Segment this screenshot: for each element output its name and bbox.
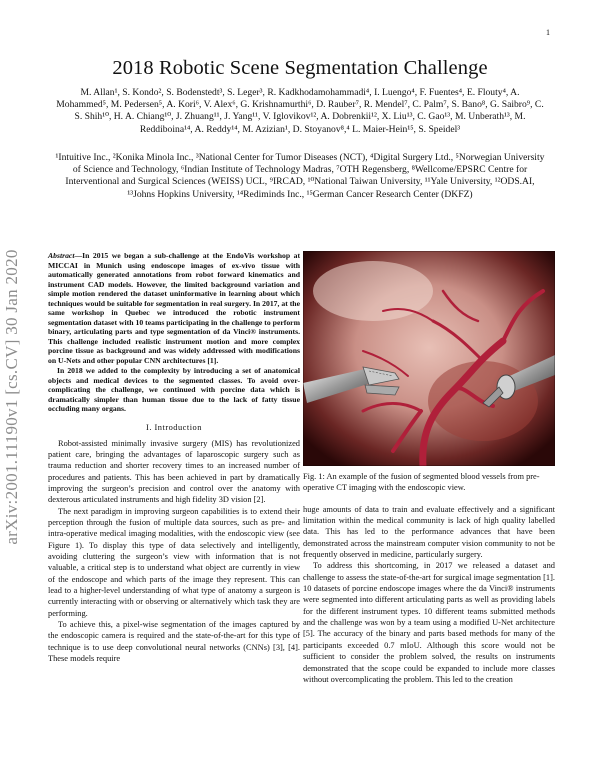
section-heading-introduction: I. Introduction	[146, 422, 202, 432]
body-paragraph-challenge-2017: To address this shortcoming, in 2017 we released a dataset and challenge to assess the state-of-the-art for surgical image segmentation [1]. 10 datasets of porcine endoscope images where the da Vinci® instruments were segmented into different articulating parts as well as providing labels for the different instrument types. 10 different teams submitted methods and the challenge was won by a team using a modified U-Net architecture [5]. The accuracy of the binary and parts based methods for many of the participants exceeded 0.7 mIoU. Although this score would not be sufficient to consider the problem solved, the results on instruments demonstrated that the scope could be expanded to include more classes without overcomplicating the problem. This led to the creation	[303, 561, 555, 684]
paper-title: 2018 Robotic Scene Segmentation Challenge	[112, 57, 488, 79]
arxiv-identifier[interactable]: arXiv:2001.11190v1 [cs.CV] 30 Jan 2020	[2, 249, 21, 545]
abstract-paragraph-1	[48, 251, 300, 365]
right-column-body	[303, 504, 555, 686]
abstract-label: Abstract	[48, 251, 75, 260]
intro-paragraph-1: Robot-assisted minimally invasive surgery (MIS) has revolutionized patient care, bringing the advantages of laparoscopic surgery such as trauma reduction and shorter recovery times to an increased number of procedures and patients. This has been achieved in part by dramatically improving the surgeon’s precision and control over the anatomy with dexterous articulated instruments and high fidelity 3D vision [2].	[48, 438, 300, 505]
abstract-paragraph-2: In 2018 we added to the complexity by introducing a set of anatomical objects and medical devices to the segmented classes. To avoid over-complicating the challenge, we continued with porcine data which is dramatically simpler than human tissue due to the lack of fatty tissue occluding many organs.	[48, 366, 300, 413]
figure-caption: Fig. 1: An example of the fusion of segmented blood vessels from pre-operative CT imaging with the endoscopic view.	[303, 472, 540, 493]
body-paragraph-continued: huge amounts of data to train and evaluate effectively and a significant limitation within the medical community is lack of high quality labelled data. This has led to the performance advances that have been demonstrated across the mainstream computer vision community to not be frequently observed in medicine, particularly surgery.	[303, 504, 555, 560]
left-column	[48, 251, 300, 664]
intro-paragraph-2: The next paradigm in improving surgeon capabilities is to extend their perception through the fusion of multiple data sources, such as pre- and intra-operative medical imaging modalities, with the endoscopic view (see Figure 1). To display this type of data selectively and intelligently, avoiding cluttering the surgeon’s view with information that is not valuable, a critical step is to understand what object are currently in view of the endoscope and which parts of the image they represent. This can lead to a higher-level understanding of what type of anatomy a surgeon is currently interacting with or observing or alternatively which task they are performing.	[48, 506, 300, 618]
right-column	[303, 251, 555, 685]
arxiv-stamp	[1, 232, 23, 562]
surgical-scene-illustration	[303, 251, 555, 466]
affiliation-list: ¹Intuitive Inc., ²Konika Minola Inc., ³National Center for Tumor Diseases (NCT), ⁴Digital Surgery Ltd., ⁵Norwegian University of Science and Technology, ⁶Indian Institute of Technology Madras, ⁷OTH Regensberg, ⁸Wellcome/EPSRC Centre for Interventional and Surgical Sciences (WEISS) UCL, ⁹IRCAD, ¹⁰National Taiwan University, ¹¹Yale University, ¹²ODS.AI, ¹³Johns Hopkins University, ¹⁴Rediminds Inc., ¹⁵German Cancer Research Center (DKFZ)	[55, 152, 545, 200]
figure-endoscopic-image	[303, 251, 555, 466]
page-number: 1	[546, 28, 550, 37]
abstract-text-1: —In 2015 we began a sub-challenge at the EndoVis workshop at MICCAI in Munich using endoscope images of ex-vivo tissue with automatically generated annotations from robot forward kinematics and instrument CAD models. However, the limited background variation and simple motion rendered the dataset uninformative in learning about which techniques would be suitable for segmentation in real surgery. In 2017, at the same workshop in Quebec we introduced the robotic instrument segmentation dataset with 10 teams participating in the challenge to perform binary, articulating parts and type segmentation of da Vinci® instruments. This challenge included realistic instrument motion and more complex porcine tissue as background and was widely addressed with modifications on U-Nets and other popular CNN architectures [1].	[48, 251, 300, 365]
author-list: M. Allan¹, S. Kondo², S. Bodenstedt³, S. Leger³, R. Kadkhodamohammadi⁴, I. Luengo⁴, F. Fuentes⁴, E. Flouty⁴, A. Mohammed⁵, M. Pedersen⁵, A. Kori⁶, V. Alex⁶, G. Krishnamurthi⁶, D. Rauber⁷, R. Mendel⁷, C. Palm⁷, S. Bano⁸, G. Saibro⁹, C. S. Shih¹⁰, H. A. Chiang¹⁰, J. Zhuang¹¹, J. Yang¹¹, V. Iglovikov¹², A. Dobrenkii¹², X. Liu¹³, C. Gao¹³, M. Unberath¹³, M. Reddiboina¹⁴, A. Reddy¹⁴, M. Azizian¹, D. Stoyanov⁸,⁴ L. Maier-Hein¹⁵, S. Speidel³	[56, 87, 544, 135]
intro-paragraph-3: To achieve this, a pixel-wise segmentation of the images captured by the endoscopic camera is required and the state-of-the-art for this type of technique is to use deep convolutional neural networks (CNNs) [3], [4]. These models require	[48, 620, 300, 664]
